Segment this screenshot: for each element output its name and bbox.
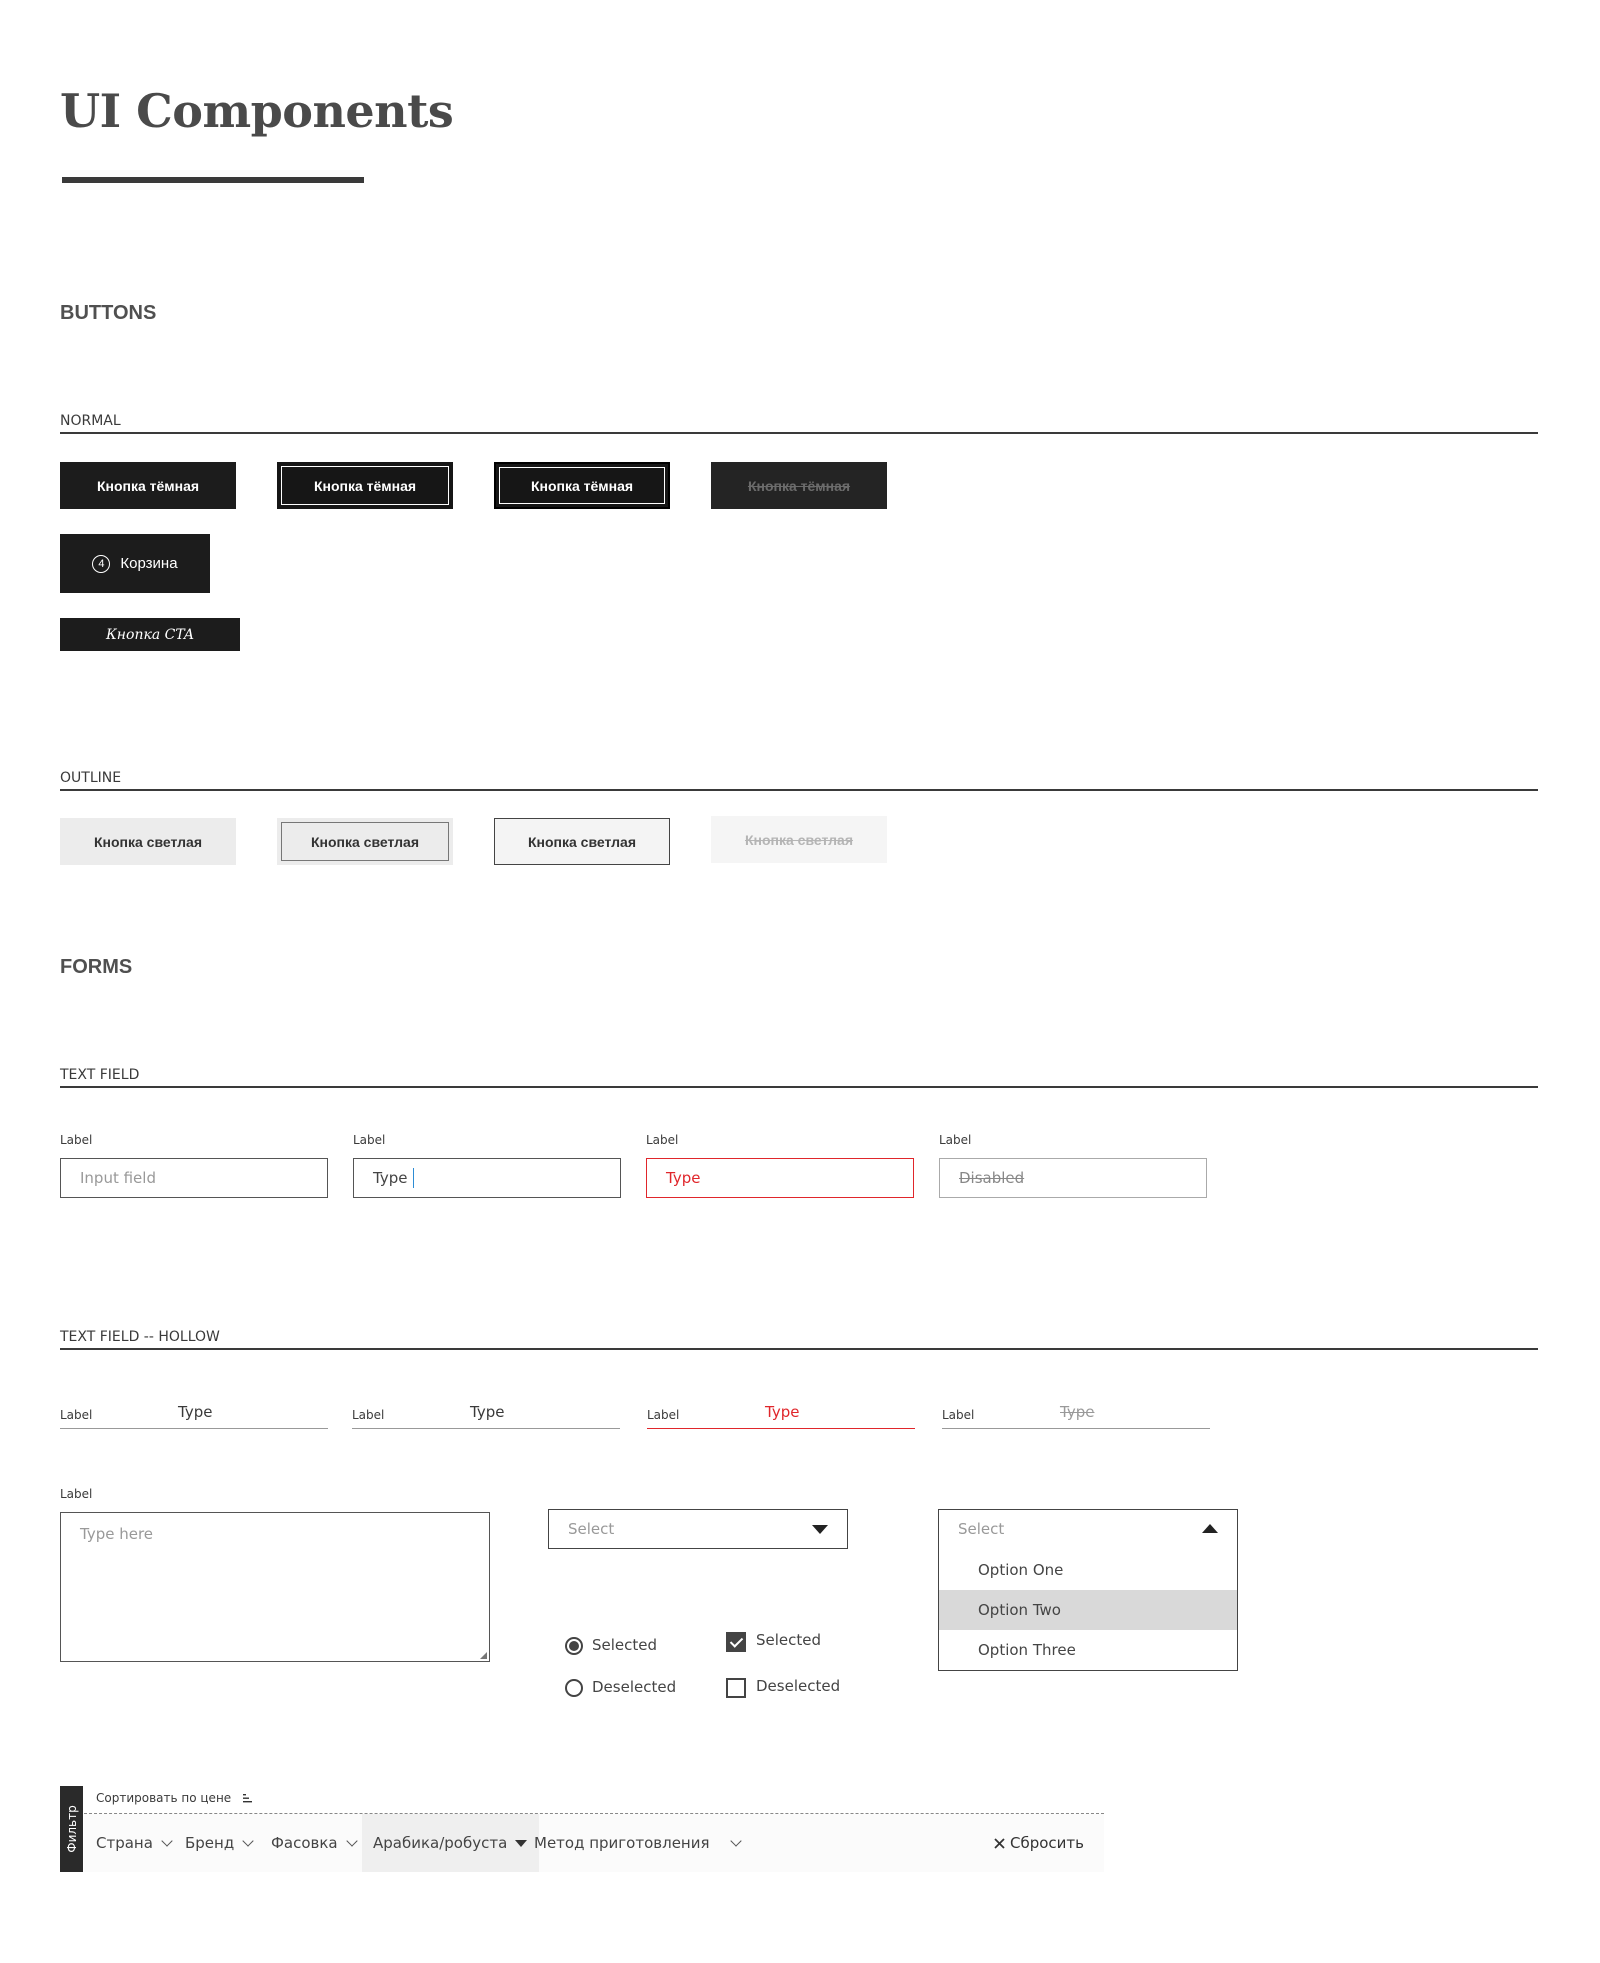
filter-packaging[interactable] — [271, 1814, 356, 1872]
chevron-down-icon — [812, 1525, 828, 1534]
radio-label: Deselected — [592, 1678, 677, 1696]
light-button-disabled[interactable]: Кнопка светлая — [711, 816, 887, 863]
textarea-label: Label — [60, 1487, 93, 1501]
dark-button-focused[interactable]: Кнопка тёмная — [277, 462, 453, 509]
chevron-up-icon — [1202, 1524, 1218, 1533]
input-placeholder-text: Input field — [80, 1169, 156, 1187]
field-label: Label — [939, 1133, 972, 1147]
filter-tab-label: Фильтр — [64, 1805, 79, 1853]
light-button-focused[interactable]: Кнопка светлая — [277, 818, 453, 865]
reset-button[interactable] — [994, 1814, 1084, 1872]
hollow-input-label: Label — [352, 1408, 385, 1422]
select-option-highlighted[interactable]: Option Two — [939, 1590, 1237, 1630]
caret-down-icon — [515, 1840, 527, 1847]
hollow-input-value: Type — [178, 1403, 213, 1421]
title-underline — [62, 177, 364, 183]
text-input-focused[interactable] — [353, 1158, 621, 1198]
hollow-input-value: Type — [470, 1403, 505, 1421]
section-title-buttons: BUTTONS — [60, 302, 157, 324]
filter-item-label: Бренд — [185, 1834, 235, 1852]
filter-brand[interactable] — [185, 1814, 252, 1872]
textarea[interactable] — [60, 1512, 490, 1662]
section-title-forms: FORMS — [60, 956, 133, 978]
close-icon — [994, 1838, 1005, 1849]
subheader-text-field-hollow: TEXT FIELD -- HOLLOW — [60, 1328, 1538, 1350]
reset-label: Сбросить — [1010, 1834, 1084, 1852]
hollow-input[interactable] — [60, 1400, 328, 1429]
hollow-input-label: Label — [60, 1408, 93, 1422]
cart-count-badge: 4 — [92, 555, 110, 573]
text-input-placeholder[interactable] — [60, 1158, 328, 1198]
filter-item-label: Метод приготовления — [534, 1834, 710, 1852]
radio-deselected[interactable] — [565, 1679, 583, 1697]
text-input-disabled[interactable] — [939, 1158, 1207, 1198]
resize-handle-icon[interactable] — [480, 1652, 487, 1659]
checkbox-selected[interactable] — [726, 1632, 746, 1652]
subheader-text-field: TEXT FIELD — [60, 1066, 1538, 1088]
filter-item-label: Страна — [96, 1834, 153, 1852]
sort-by-price[interactable] — [96, 1791, 253, 1805]
light-button[interactable]: Кнопка светлая — [60, 818, 236, 865]
dark-button[interactable]: Кнопка тёмная — [60, 462, 236, 509]
hollow-input-disabled[interactable] — [942, 1400, 1210, 1429]
filter-bar — [84, 1814, 1104, 1872]
hollow-input-label: Label — [942, 1408, 975, 1422]
chevron-down-icon — [346, 1835, 357, 1846]
page-title: UI Components — [60, 84, 454, 138]
input-value: Type — [666, 1169, 701, 1187]
filter-item-label: Фасовка — [271, 1834, 338, 1852]
dark-button-disabled[interactable]: Кнопка тёмная — [711, 462, 887, 509]
hollow-input-value: Type — [765, 1403, 800, 1421]
chevron-down-icon — [243, 1835, 254, 1846]
dark-button-active[interactable]: Кнопка тёмная — [494, 462, 670, 509]
checkbox-label: Deselected — [756, 1677, 841, 1695]
hollow-input-error[interactable] — [647, 1400, 915, 1429]
hollow-input[interactable] — [352, 1400, 620, 1429]
input-value: Type — [373, 1169, 408, 1187]
text-caret — [413, 1168, 414, 1188]
filter-country[interactable] — [96, 1814, 171, 1872]
filter-brew-method[interactable] — [534, 1814, 740, 1872]
field-label: Label — [60, 1133, 93, 1147]
cart-button-label: Корзина — [120, 555, 178, 572]
subheader-normal: NORMAL — [60, 412, 1538, 434]
chevron-down-icon — [161, 1835, 172, 1846]
filter-tab[interactable] — [60, 1786, 83, 1872]
checkbox-label: Selected — [756, 1631, 822, 1649]
select-closed[interactable] — [548, 1509, 848, 1549]
filter-item-label: Арабика/робуста — [373, 1834, 508, 1852]
select-placeholder: Select — [568, 1520, 615, 1538]
field-label: Label — [646, 1133, 679, 1147]
cta-button[interactable]: Кнопка CTA — [60, 618, 240, 651]
sort-label: Сортировать по цене — [96, 1791, 232, 1805]
select-option[interactable]: Option One — [978, 1561, 1064, 1579]
select-open[interactable] — [938, 1509, 1238, 1671]
text-input-error[interactable] — [646, 1158, 914, 1198]
radio-selected[interactable] — [565, 1637, 583, 1655]
field-label: Label — [353, 1133, 386, 1147]
cart-button[interactable] — [60, 534, 210, 593]
input-value: Disabled — [959, 1169, 1025, 1187]
sort-icon — [243, 1794, 253, 1803]
chevron-down-icon — [730, 1835, 741, 1846]
light-button-active[interactable]: Кнопка светлая — [494, 818, 670, 865]
textarea-placeholder: Type here — [80, 1525, 154, 1543]
checkbox-deselected[interactable] — [726, 1678, 746, 1698]
filter-arabica-robusta[interactable] — [362, 1814, 539, 1872]
hollow-input-value: Type — [1060, 1403, 1095, 1421]
subheader-outline: OUTLINE — [60, 769, 1538, 791]
hollow-input-label: Label — [647, 1408, 680, 1422]
select-placeholder: Select — [958, 1520, 1005, 1538]
radio-label: Selected — [592, 1636, 658, 1654]
select-option[interactable]: Option Three — [978, 1641, 1076, 1659]
